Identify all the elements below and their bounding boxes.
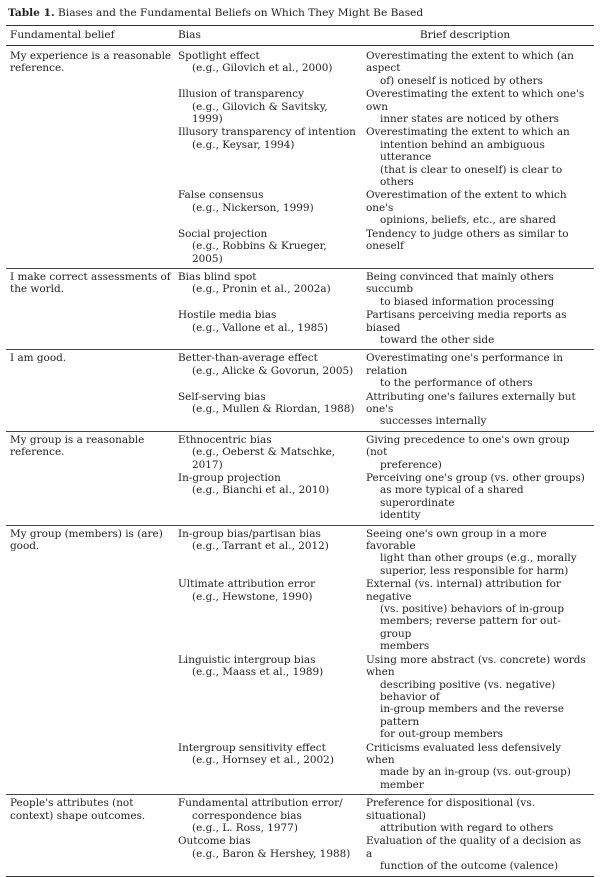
table-row <box>178 126 594 188</box>
fundamental-belief: My experience is a reasonable reference. <box>10 50 172 75</box>
table-caption <box>8 6 594 20</box>
table-row <box>178 528 594 578</box>
description-line: successes internally <box>380 415 487 428</box>
description-line: superior, less responsible for harm) <box>380 564 569 577</box>
table-row <box>178 228 594 265</box>
bias-citation: (e.g., Oeberst & Matschke, 2017) <box>192 446 336 471</box>
description-line: as more typical of a shared superordinate <box>380 484 524 509</box>
description-line: (vs. positive) behaviors of in-group <box>380 603 565 616</box>
bias-name: Illusory transparency of intention <box>178 126 356 139</box>
description-line: (that is clear to oneself) is clear to others <box>380 163 563 189</box>
bias-name: Social projection <box>178 227 268 240</box>
description-line: Perceiving one's group (vs. other groups) <box>366 472 585 484</box>
description-line: function of the outcome (valence) <box>380 860 559 873</box>
description-line: light than other groups (e.g., morally <box>380 552 577 565</box>
description-line: to the performance of others <box>380 377 533 390</box>
description-line: intention behind an ambiguous utterance <box>380 138 545 164</box>
table-row <box>178 797 594 834</box>
description-line: describing positive (vs. negative) behavior of <box>380 678 556 703</box>
table-row <box>178 88 594 125</box>
bias-name: Ultimate attribution error <box>178 578 316 591</box>
description-line: opinions, beliefs, etc., are shared <box>380 214 556 227</box>
table-body <box>6 46 594 876</box>
description-line: Criticisms evaluated less defensively when <box>366 741 562 766</box>
bias-name: Better-than-average effect <box>178 352 318 365</box>
bias-citation: (e.g., Pronin et al., 2002a) <box>192 283 331 296</box>
bias-citation: (e.g., Keysar, 1994) <box>192 138 295 151</box>
bias-name: In-group projection <box>178 472 281 484</box>
table-header <box>6 26 594 45</box>
bias-citation: (e.g., Bianchi et al., 2010) <box>192 484 330 497</box>
fundamental-belief: My group (members) is (are) good. <box>10 527 163 553</box>
bias-citation: (e.g., Robbins & Krueger, 2005) <box>192 240 327 265</box>
bias-citation: (e.g., Vallone et al., 1985) <box>192 321 329 334</box>
table-row <box>178 352 594 389</box>
bias-citation: (e.g., Hornsey et al., 2002) <box>192 753 334 766</box>
description-line: Being convinced that mainly others succumb <box>366 270 554 296</box>
description-line: Attributing one's failures externally but one's <box>366 390 576 415</box>
bias-citation: (e.g., Gilovich & Savitsky, 1999) <box>192 100 328 126</box>
description-line: Giving precedence to one's own group (not <box>366 433 570 459</box>
table-row <box>178 472 594 522</box>
description-line: Overestimating the extent to which (an aspect <box>366 50 574 75</box>
caption-label: Table 1. <box>8 7 55 19</box>
table-group <box>6 269 594 350</box>
bias-citation: (e.g., Mullen & Riordan, 1988) <box>192 402 355 415</box>
description-line: members; reverse pattern for out-group <box>380 615 561 640</box>
bias-name: Intergroup sensitivity effect <box>178 741 326 754</box>
bias-citation: (e.g., Hewstone, 1990) <box>192 590 313 603</box>
table-group <box>6 795 594 875</box>
description-line: preference) <box>380 458 442 471</box>
bias-name: False consensus <box>178 189 264 202</box>
table-row <box>178 742 594 792</box>
bias-name-continued: correspondence bias <box>192 809 302 822</box>
bias-name: Outcome bias <box>178 835 251 848</box>
table-row <box>178 50 594 87</box>
table-row <box>178 835 594 872</box>
bias-name: Linguistic intergroup bias <box>178 653 316 666</box>
bias-name: Fundamental attribution error/ <box>178 797 343 810</box>
table-group <box>6 432 594 526</box>
table-row <box>178 309 594 346</box>
table-row <box>178 578 594 652</box>
description-line: in-group members and the reverse pattern <box>380 703 564 728</box>
description-line: Evaluation of the quality of a decision as a <box>366 835 582 860</box>
description-line: Partisans perceiving media reports as biased <box>366 309 567 334</box>
description-line: Overestimating the extent to which one's own <box>366 88 585 113</box>
caption-text: Biases and the Fundamental Beliefs on Which They Might Be Based <box>58 7 424 19</box>
description-line: to biased information processing <box>380 295 555 308</box>
table-row <box>178 391 594 428</box>
bias-citation: (e.g., L. Ross, 1977) <box>192 821 298 834</box>
description-line: members <box>380 640 430 653</box>
fundamental-belief: People's attributes (not context) shape outcomes. <box>10 797 146 822</box>
table-group <box>6 48 594 269</box>
bias-name: Illusion of transparency <box>178 88 305 101</box>
description-line: Preference for dispositional (vs. situational) <box>366 797 536 822</box>
description-line: toward the other side <box>380 333 495 346</box>
table-row <box>178 654 594 741</box>
bias-citation: (e.g., Maass et al., 1989) <box>192 666 324 679</box>
description-line: Overestimating one's performance in relation <box>366 352 564 377</box>
table-row <box>178 434 594 471</box>
description-line: of) oneself is noticed by others <box>380 74 543 87</box>
bias-citation: (e.g., Nickerson, 1999) <box>192 201 314 214</box>
header-bias: Bias <box>178 29 201 41</box>
header-description: Brief description <box>419 29 511 41</box>
bias-citation: (e.g., Gilovich et al., 2000) <box>192 62 333 75</box>
description-line: member <box>380 778 424 791</box>
bias-name: Self-serving bias <box>178 390 266 403</box>
table-group <box>6 526 594 796</box>
description-line: identity <box>380 509 421 522</box>
table-group <box>6 350 594 431</box>
description-line: Seeing one's own group in a more favorable <box>366 527 547 553</box>
table-row <box>178 189 594 226</box>
bias-citation: (e.g., Baron & Hershey, 1988) <box>192 847 351 860</box>
bias-name: Hostile media bias <box>178 309 277 322</box>
fundamental-belief: My group is a reasonable reference. <box>10 433 145 459</box>
bias-name: Bias blind spot <box>178 270 257 283</box>
description-line: attribution with regard to others <box>380 821 554 834</box>
fundamental-belief: I make correct assessments of the world. <box>10 270 171 296</box>
description-line: Tendency to judge others as similar to oneself <box>366 227 569 253</box>
description-line: for out-group members <box>380 728 504 741</box>
description-line: Overestimating the extent to which an <box>366 126 570 139</box>
table-row <box>178 271 594 308</box>
description-line: made by an in-group (vs. out-group) <box>380 766 571 779</box>
bottom-rule <box>6 876 594 877</box>
bias-name: Ethnocentric bias <box>178 433 272 446</box>
bias-name: In-group bias/partisan bias <box>178 527 321 540</box>
bias-citation: (e.g., Tarrant et al., 2012) <box>192 540 329 553</box>
description-line: inner states are noticed by others <box>380 113 559 126</box>
header-belief: Fundamental belief <box>10 29 115 41</box>
bias-citation: (e.g., Alicke & Govorun, 2005) <box>192 364 354 377</box>
fundamental-belief: I am good. <box>10 352 67 365</box>
description-line: Using more abstract (vs. concrete) words when <box>366 653 586 679</box>
bias-name: Spotlight effect <box>178 50 260 62</box>
description-line: External (vs. internal) attribution for negative <box>366 578 561 603</box>
description-line: Overestimation of the extent to which one's <box>366 189 567 214</box>
